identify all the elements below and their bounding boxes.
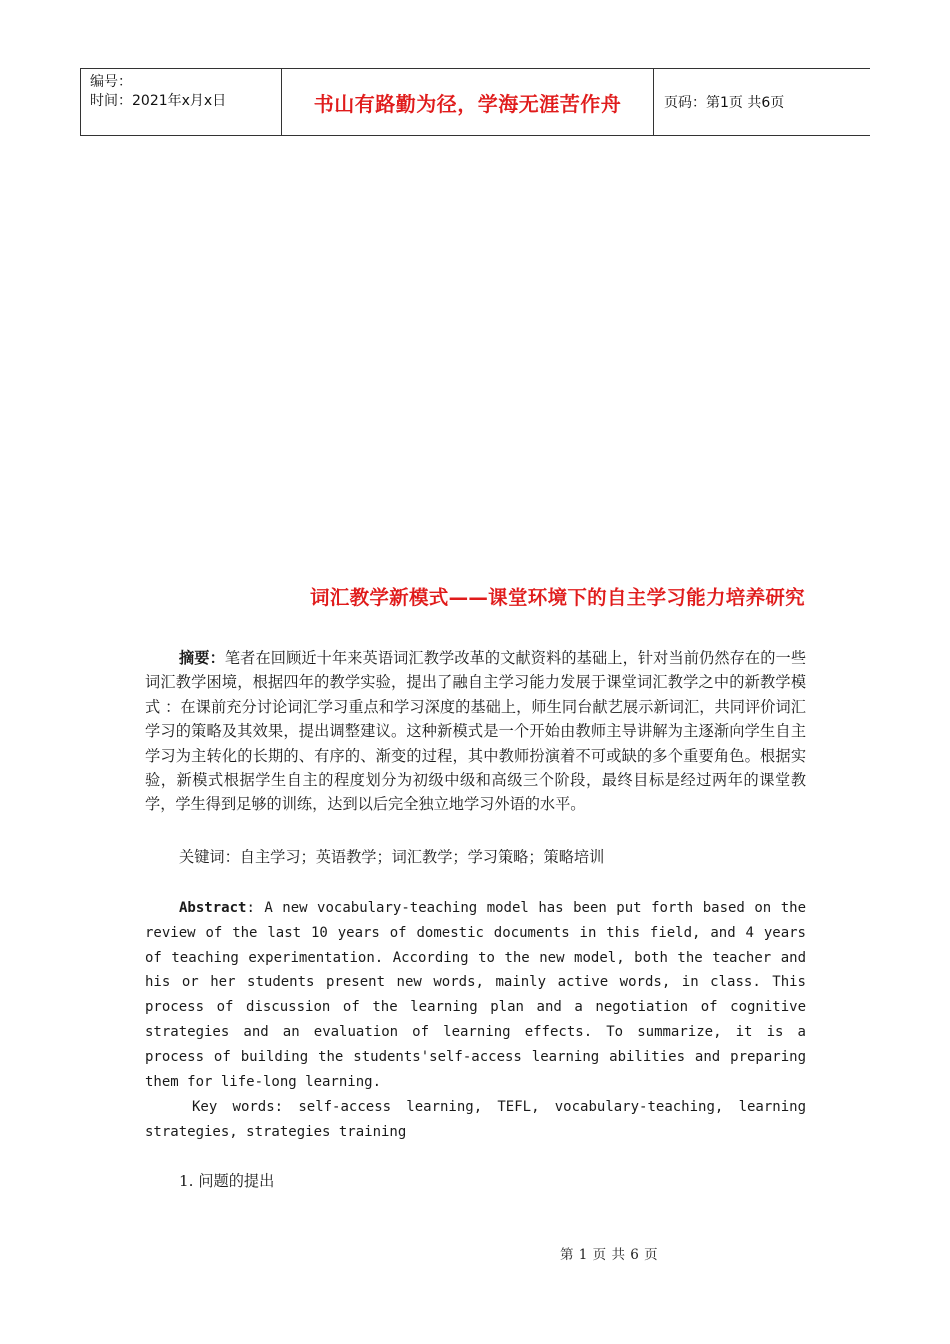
document-date-label: 时间：2021年x月x日	[90, 93, 227, 109]
header-motto-cell	[282, 69, 654, 135]
abstract-english	[145, 896, 806, 1094]
header-motto: 书山有路勤为径，学海无涯苦作舟	[313, 91, 622, 116]
abstract-english-text: : A new vocabulary-teaching model has been put forth based on the review of the last 10 years of domestic documents in this field, and 4 years of teaching experimentation. According to the new model, both the teacher and his or her students present new words, mainly active words, in class. This process of discussion of the learning plan and a negotiation of cognitive strategies and an evaluation of learning effects. To summarize, it is a process of building the students'self-access learning abilities and preparing them for life-long learning.	[145, 900, 806, 1090]
header-info-cell	[80, 69, 282, 135]
document-title: 词汇教学新模式——课堂环境下的自主学习能力培养研究	[309, 586, 805, 609]
abstract-chinese-text: 笔者在回顾近十年来英语词汇教学改革的文献资料的基础上，针对当前仍然存在的一些词汇教学困境，根据四年的教学实验，提出了融自主学习能力发展于课堂词汇教学之中的新教学模式 ：在课前充分讨论词汇学习重点和学习深度的基础上，师生同台献艺展示新词汇，共同评价词汇学习的策略及其效果，提出调整建议。这种新模式是一个开始由教师主导讲解为主逐渐向学生自主学习为主转化的长期的、有序的、渐变的过程，其中教师扮演着不可或缺的多个重要角色。根据实验，新模式根据学生自主的程度划分为初级中级和高级三个阶段，最终目标是经过两年的课堂教学，学生得到足够的训练，达到以后完全独立地学习外语的水平。	[145, 649, 807, 814]
document-header	[80, 68, 870, 136]
section-heading: 1. 问题的提出	[179, 1172, 275, 1190]
header-page-cell	[654, 69, 870, 135]
abstract-chinese	[145, 646, 806, 817]
header-page-label: 页码：第1页 共6页	[664, 95, 785, 111]
abstract-english-lead: Abstract	[179, 900, 247, 916]
keywords-chinese: 关键词：自主学习；英语教学；词汇教学；学习策略；策略培训	[179, 848, 605, 866]
page-footer: 第 1 页 共 6 页	[560, 1247, 659, 1263]
keywords-english: Key words: self-access learning, TEFL, vocabulary-teaching, learning strategies, strategies training	[145, 1099, 806, 1140]
document-number-label: 编号：	[90, 74, 132, 90]
abstract-chinese-lead: 摘要：	[179, 649, 225, 667]
